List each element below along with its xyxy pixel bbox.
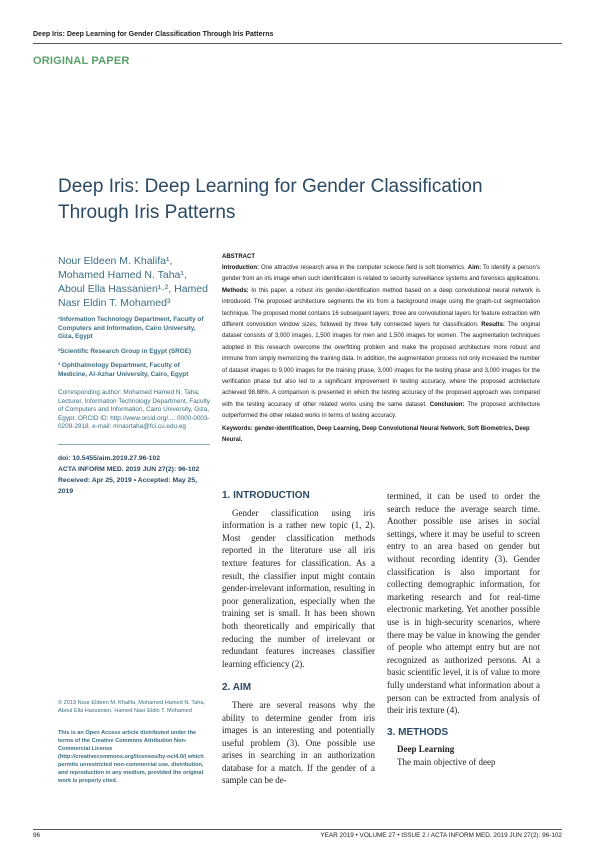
methods-label: Methods:: [222, 287, 249, 294]
abstract-text: [222, 263, 540, 423]
aim-paragraph: There are several reasons why the ability to determine gender from iris images is an interesting and potentially useful problem (3). One possible use arises in searching in an authorization database for a match. If the gender of a sample can be de-: [222, 699, 375, 786]
conclusion-label: Conclusion:: [429, 401, 465, 408]
introduction-paragraph: Gender classification using iris information is a rather new topic (1, 2). Most gender classification methods reported in the literature use all iris texture features for classification. As a result, the classifier input might contain gender-irrelevant information, resulting in poor generalization, especially when the training set is small. It has been shown both theoretically and empirically that reducing the number of irrelevant or redundant features increases classifier learning efficiency (2).: [222, 507, 375, 669]
keywords: Keywords: gender-identification, Deep Learning, Deep Convolutional Neural Network, Soft Biometrics, Deep Neural.: [222, 425, 530, 444]
aim-paragraph-continued: termined, it can be used to order the search reduce the average search time. Another possible use arises in social settings, where it may be useful to screen entry to an area based on gender but without recording identity (3). Gender classification is also important for collecting demographic information, for marketing research and for real-time electronic marketing. Yet another possible use is in high-security scenarios, where there may be value in knowing the gender of people who attempt entry but are not recognized as authorized persons. At a basic scientific level, it is of value to more fully understand what information about a person can be extracted from analysis of their iris texture (4).: [387, 491, 540, 716]
section-tag: ORIGINAL PAPER: [33, 55, 130, 67]
journal-reference: ACTA INFORM MED. 2019 JUN 27(2): 96-102: [58, 465, 200, 473]
doi-link[interactable]: doi: 10.5455/aim.2019.27.96-102: [58, 454, 161, 462]
affiliation-1: ¹Information Technology Department, Faculty of Computers and Information, Cairo University, Giza, Egypt: [58, 316, 204, 340]
abstract-aim: To identify a person's gender from an iris image when such identification is related to security surveillance systems and forensics applications.: [222, 265, 540, 283]
body-column-1: [222, 490, 375, 787]
aim-heading: 2. AIM: [222, 682, 252, 694]
footer-journal-line: YEAR 2019 • VOLUME 27 • ISSUE 2 / ACTA INFORM MED. 2019 JUN 27(2): 96-102: [320, 832, 562, 839]
copyright-notice: © 2019 Nour Eldeen M. Khalifa, Mohamed Hamed N. Taha, Aboul Ella Hassanien, Hamed Nasr Eldin T. Mohamed: [58, 700, 206, 714]
intro-label: Introduction:: [222, 265, 259, 271]
page-number: 96: [33, 832, 41, 839]
affiliation-3: ³ Ophthalmology Department, Faculty of Medicine, Al-Azhar University, Cairo, Egypt: [58, 362, 189, 378]
paper-title: Deep Iris: Deep Learning for Gender Classification Through Iris Patterns: [58, 176, 483, 223]
abstract-methods: In this paper, a robust iris gender-identification method based on a deep convolutional neural network is introduced. The proposed architecture segments the iris from a background image using the graph-cut segmentation technique. The proposed model contains 16 subsequent layers; three are convolutional layers for feature extraction with different convolution window sizes, followed by three fully connected layers for classification.: [222, 287, 540, 329]
methods-heading: 3. METHODS: [387, 726, 449, 738]
license-notice: This is an Open Access article distributed under the terms of the Creative Commons Attribution Non-Commercial License (http://creativecommons.org/licenses/by-nc/4.0/) which permits unrestricted non-commercial use, distribution, and reproduction in any medium, provided the original work is properly cited.: [58, 730, 204, 784]
meta-divider: [58, 444, 210, 445]
body-column-2: [387, 490, 540, 768]
abstract-heading: ABSTRACT: [222, 254, 255, 260]
author-sidebar: [58, 254, 210, 497]
methods-paragraph: The main objective of deep: [397, 756, 496, 767]
top-rule: [33, 43, 562, 44]
bottom-rule: [33, 829, 562, 830]
deep-learning-subheading: Deep Learning: [397, 744, 455, 755]
introduction-heading: 1. INTRODUCTION: [222, 490, 310, 501]
affiliation-2: ²Scientific Research Group in Egypt (SRGE): [58, 347, 192, 355]
abstract-intro: One attractive research area in the computer science field is soft biometrics.: [259, 265, 468, 271]
abstract-conclusion: The proposed architecture outperformed the other related works in terms of testing accuracy.: [222, 401, 540, 420]
corresponding-author: Corresponding author: Mohamed Hamed N. Taha, Lecturer, Information Technology Department, Faculty of Computers and Information, Cairo University, Giza, Egypt. ORCID ID: http://www.orcid.org/...: 0000-0003-0209-2918, e-mail: mnasrtaha@fci.cu.edu.eg: [58, 389, 210, 430]
running-head: Deep Iris: Deep Learning for Gender Classification Through Iris Patterns: [33, 31, 274, 38]
author-list: Nour Eldeen M. Khalifa¹, Mohamed Hamed N. Taha¹, Aboul Ella Hassanien¹·², Hamed Nasr Eldin T. Mohamed³: [58, 255, 208, 309]
received-accepted-dates: Received: Apr 25, 2019 • Accepted: May 25, 2019: [58, 476, 198, 495]
aim-label: Aim:: [467, 265, 482, 271]
abstract-block: [222, 254, 540, 447]
abstract-results: The original dataset consists of 3,000 images, 1,500 images for men and 1,500 images for women. The augmentation techniques adopted in this research overcome the overfitting problem and make the proposed architecture more robust and immune from simply memorizing the training data. In addition, the augmentation process not only increased the number of dataset images to 9,000 images for the training phase, 3,000 images for the testing phase and 3,000 images for the verification phase but also led to a significant improvement in testing accuracy, where the proposed architecture achieved 98.88%. A comparison is presented in which the testing accuracy of the proposed approach was compared with the testing accuracy of other related works using the same dataset.: [222, 322, 540, 408]
results-label: Results:: [481, 322, 505, 329]
